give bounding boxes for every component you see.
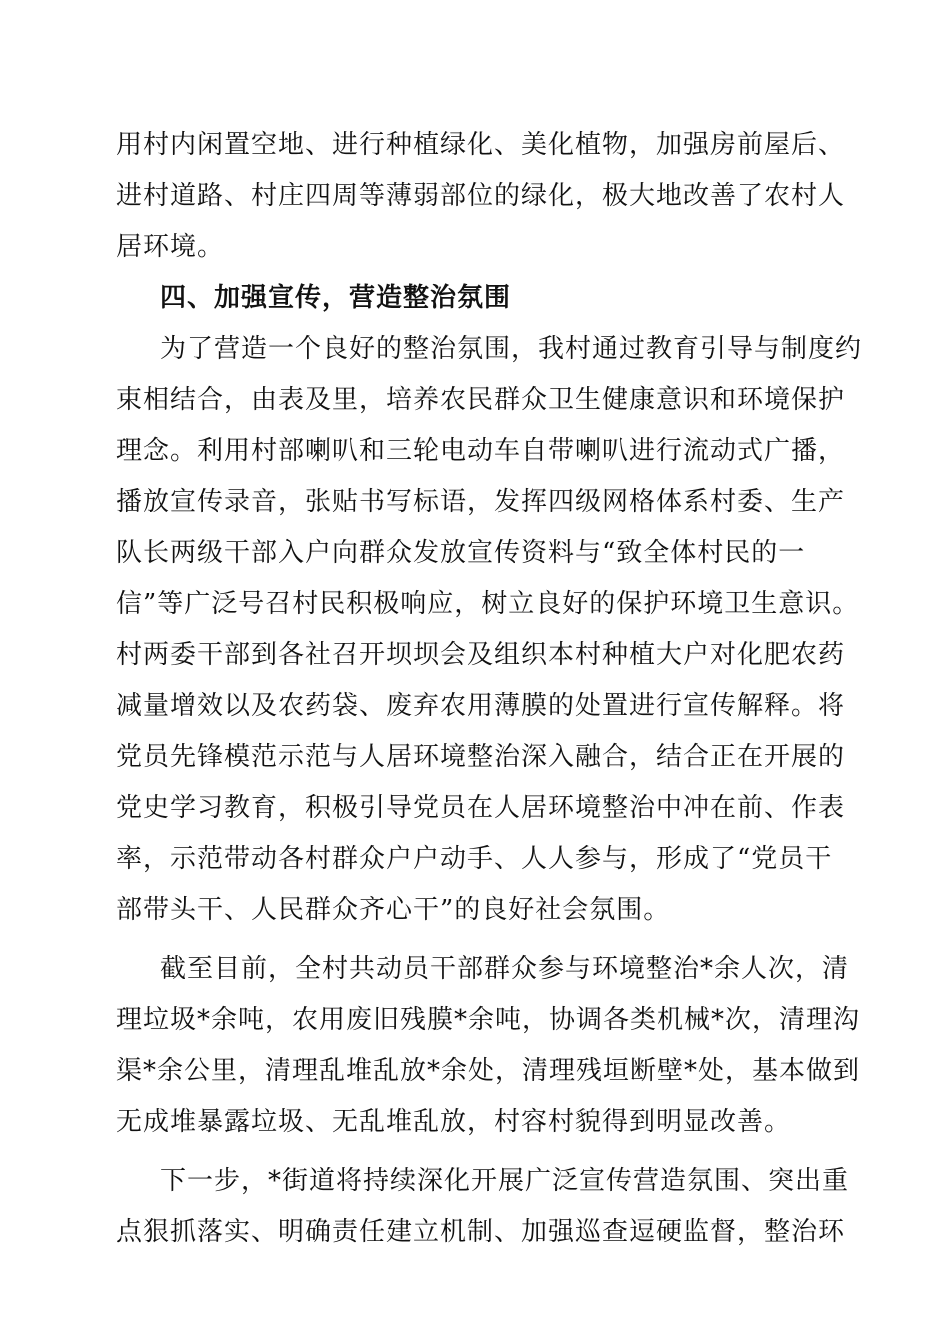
text-line: 为了营造一个良好的整治氛围，我村通过教育引导与制度约 — [160, 334, 863, 364]
next-step-paragraph — [116, 1156, 850, 1258]
text-line: 用村内闲置空地、进行种植绿化、美化植物，加强房前屋后、 — [116, 130, 846, 160]
text-line: 渠*余公里，清理乱堆乱放*余处，清理残垣断壁*处，基本做到 — [116, 1056, 861, 1086]
section-4-paragraph — [116, 324, 863, 936]
text-line: 播放宣传录音，张贴书写标语，发挥四级网格体系村委、生产 — [116, 487, 846, 517]
text-line: 点狠抓落实、明确责任建立机制、加强巡查逗硬监督，整治环 — [116, 1217, 846, 1247]
text-line: 村两委干部到各社召开坝坝会及组织本村种植大户对化肥农药 — [116, 640, 846, 670]
text-line: 下一步，*街道将持续深化开展广泛宣传营造氛围、突出重 — [160, 1166, 850, 1196]
text-line: 理念。利用村部喇叭和三轮电动车自带喇叭进行流动式广播， — [116, 436, 846, 466]
text-line: 党员先锋模范示范与人居环境整治深入融合，结合正在开展的 — [116, 742, 846, 772]
section-heading: 四、加强宣传，营造整治氛围 — [160, 283, 512, 313]
text-line: 信”等广泛号召村民积极响应，树立良好的保护环境卫生意识。 — [116, 589, 860, 619]
text-line: 率，示范带动各村群众户户动手、人人参与，形成了“党员干 — [116, 844, 833, 874]
text-line: 无成堆暴露垃圾、无乱堆乱放，村容村貌得到明显改善。 — [116, 1107, 792, 1137]
text-line: 队长两级干部入户向群众发放宣传资料与“致全体村民的一 — [116, 538, 806, 568]
paragraph-continued — [116, 120, 846, 273]
text-line: 减量增效以及农药袋、废弃农用薄膜的处置进行宣传解释。将 — [116, 691, 846, 721]
text-line: 居环境。 — [116, 232, 225, 262]
text-line: 束相结合，由表及里，培养农民群众卫生健康意识和环境保护 — [116, 385, 846, 415]
text-line: 截至目前，全村共动员干部群众参与环境整治*余人次，清 — [160, 954, 850, 984]
text-line: 党史学习教育，积极引导党员在人居环境整治中冲在前、作表 — [116, 793, 846, 823]
text-line: 部带头干、人民群众齐心干”的良好社会氛围。 — [116, 895, 671, 925]
results-paragraph — [116, 944, 861, 1148]
text-line: 进村道路、村庄四周等薄弱部位的绿化，极大地改善了农村人 — [116, 181, 846, 211]
text-line: 理垃圾*余吨，农用废旧残膜*余吨，协调各类机械*次，清理沟 — [116, 1005, 861, 1035]
